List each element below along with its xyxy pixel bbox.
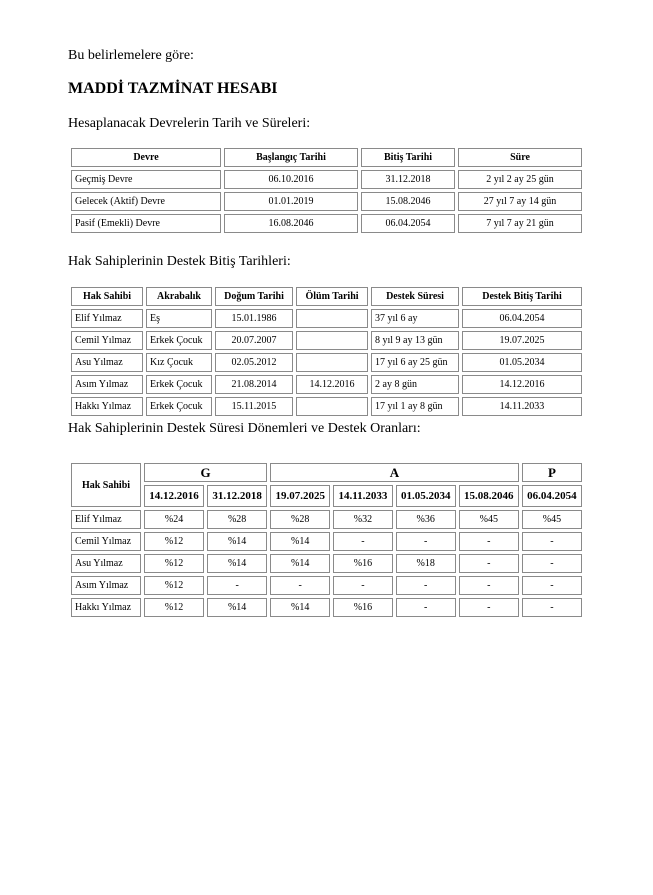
table-cell: Cemil Yılmaz <box>71 532 141 551</box>
table-cell: 01.01.2019 <box>224 192 358 211</box>
table-row <box>71 598 582 617</box>
table-cell: Eş <box>146 309 212 328</box>
table-cell: 37 yıl 6 ay <box>371 309 459 328</box>
table-cell: 19.07.2025 <box>462 331 582 350</box>
table-cell: %18 <box>396 554 456 573</box>
date-header: 06.04.2054 <box>522 485 582 507</box>
table-cell: - <box>522 576 582 595</box>
table-cell: 17 yıl 1 ay 8 gün <box>371 397 459 416</box>
table-cell: %14 <box>270 532 330 551</box>
table-cell: Hakkı Yılmaz <box>71 397 143 416</box>
table-cell: %36 <box>396 510 456 529</box>
table-cell: - <box>522 532 582 551</box>
table-cell: 06.10.2016 <box>224 170 358 189</box>
date-header: 14.11.2033 <box>333 485 392 507</box>
table-cell: 2 ay 8 gün <box>371 375 459 394</box>
table-cell: Asım Yılmaz <box>71 576 141 595</box>
table-row <box>71 214 582 233</box>
table-date-header-row <box>71 485 582 507</box>
table-group-header-row <box>71 463 582 482</box>
page-title: MADDİ TAZMİNAT HESABI <box>68 80 278 97</box>
date-header: 14.12.2016 <box>144 485 204 507</box>
table-cell: Asu Yılmaz <box>71 353 143 372</box>
group-header-g: G <box>144 463 267 482</box>
table-row <box>71 375 582 394</box>
table-cell: - <box>207 576 267 595</box>
table-cell: 20.07.2007 <box>215 331 293 350</box>
date-header: 15.08.2046 <box>459 485 519 507</box>
table-cell: - <box>459 554 519 573</box>
table-cell: Geçmiş Devre <box>71 170 221 189</box>
section-heading-support-rates: Hak Sahiplerinin Destek Süresi Dönemleri ve Destek Oranları: <box>68 421 421 436</box>
table-cell: Pasif (Emekli) Devre <box>71 214 221 233</box>
table-cell: 14.12.2016 <box>296 375 368 394</box>
periods-table <box>68 145 585 236</box>
table-cell: - <box>459 598 519 617</box>
table-cell: 01.05.2034 <box>462 353 582 372</box>
table-cell: 27 yıl 7 ay 14 gün <box>458 192 582 211</box>
table-cell: 31.12.2018 <box>361 170 455 189</box>
table-cell: Erkek Çocuk <box>146 397 212 416</box>
table-cell: Erkek Çocuk <box>146 331 212 350</box>
table-cell: %12 <box>144 554 204 573</box>
table-cell: Asu Yılmaz <box>71 554 141 573</box>
table-cell: 02.05.2012 <box>215 353 293 372</box>
table-cell: %12 <box>144 598 204 617</box>
column-header: Ölüm Tarihi <box>296 287 368 306</box>
table-cell: Kız Çocuk <box>146 353 212 372</box>
table-cell: %32 <box>333 510 392 529</box>
table-cell: %28 <box>207 510 267 529</box>
table-cell: 14.11.2033 <box>462 397 582 416</box>
table-cell: %16 <box>333 598 392 617</box>
table-cell: - <box>459 576 519 595</box>
table-row <box>71 353 582 372</box>
table-cell: %14 <box>270 554 330 573</box>
table-cell: %14 <box>207 598 267 617</box>
table-cell: 15.11.2015 <box>215 397 293 416</box>
table-cell: 15.08.2046 <box>361 192 455 211</box>
group-header-a: A <box>270 463 519 482</box>
column-header: Başlangıç Tarihi <box>224 148 358 167</box>
table-cell: Asım Yılmaz <box>71 375 143 394</box>
table-cell: 8 yıl 9 ay 13 gün <box>371 331 459 350</box>
table-cell: - <box>333 532 392 551</box>
date-header: 19.07.2025 <box>270 485 330 507</box>
column-header: Bitiş Tarihi <box>361 148 455 167</box>
table-cell: %14 <box>270 598 330 617</box>
table-row <box>71 554 582 573</box>
table-cell: %16 <box>333 554 392 573</box>
table-row <box>71 331 582 350</box>
column-header: Akrabalık <box>146 287 212 306</box>
corner-header: Hak Sahibi <box>71 463 141 507</box>
section-heading-support-end: Hak Sahiplerinin Destek Bitiş Tarihleri: <box>68 254 291 269</box>
table-cell: 06.04.2054 <box>361 214 455 233</box>
column-header: Destek Süresi <box>371 287 459 306</box>
table-cell: Gelecek (Aktif) Devre <box>71 192 221 211</box>
table-cell: %12 <box>144 576 204 595</box>
column-header: Devre <box>71 148 221 167</box>
table-cell: - <box>396 576 456 595</box>
table-row <box>71 170 582 189</box>
table-cell: 16.08.2046 <box>224 214 358 233</box>
table-cell: - <box>333 576 392 595</box>
table-cell: %45 <box>522 510 582 529</box>
table-header-row <box>71 148 582 167</box>
table-row <box>71 309 582 328</box>
support-end-table <box>68 284 585 419</box>
table-cell: %14 <box>207 532 267 551</box>
table-cell: - <box>270 576 330 595</box>
table-row <box>71 397 582 416</box>
column-header: Süre <box>458 148 582 167</box>
table-cell: 17 yıl 6 ay 25 gün <box>371 353 459 372</box>
table-cell: Elif Yılmaz <box>71 510 141 529</box>
table-cell: 14.12.2016 <box>462 375 582 394</box>
group-header-p: P <box>522 463 582 482</box>
support-rates-table <box>68 460 585 620</box>
table-cell: Hakkı Yılmaz <box>71 598 141 617</box>
table-cell <box>296 331 368 350</box>
table-cell: %24 <box>144 510 204 529</box>
table-cell: - <box>522 554 582 573</box>
table-cell <box>296 397 368 416</box>
column-header: Destek Bitiş Tarihi <box>462 287 582 306</box>
table-cell: 7 yıl 7 ay 21 gün <box>458 214 582 233</box>
table-cell: 06.04.2054 <box>462 309 582 328</box>
table-row <box>71 576 582 595</box>
table-cell <box>296 309 368 328</box>
table-cell: %12 <box>144 532 204 551</box>
table-cell: 2 yıl 2 ay 25 gün <box>458 170 582 189</box>
column-header: Hak Sahibi <box>71 287 143 306</box>
date-header: 01.05.2034 <box>396 485 456 507</box>
table-cell: Cemil Yılmaz <box>71 331 143 350</box>
table-cell: - <box>396 532 456 551</box>
table-cell: %28 <box>270 510 330 529</box>
table-row <box>71 192 582 211</box>
table-cell: 21.08.2014 <box>215 375 293 394</box>
table-cell: Erkek Çocuk <box>146 375 212 394</box>
table-cell: Elif Yılmaz <box>71 309 143 328</box>
table-cell: 15.01.1986 <box>215 309 293 328</box>
table-cell: %45 <box>459 510 519 529</box>
column-header: Doğum Tarihi <box>215 287 293 306</box>
table-cell: - <box>396 598 456 617</box>
date-header: 31.12.2018 <box>207 485 267 507</box>
table-cell: - <box>459 532 519 551</box>
table-cell <box>296 353 368 372</box>
intro-text: Bu belirlemelere göre: <box>68 48 194 63</box>
table-cell: - <box>522 598 582 617</box>
table-row <box>71 532 582 551</box>
table-header-row <box>71 287 582 306</box>
section-heading-periods: Hesaplanacak Devrelerin Tarih ve Süreleri: <box>68 116 311 131</box>
table-row <box>71 510 582 529</box>
table-cell: %14 <box>207 554 267 573</box>
